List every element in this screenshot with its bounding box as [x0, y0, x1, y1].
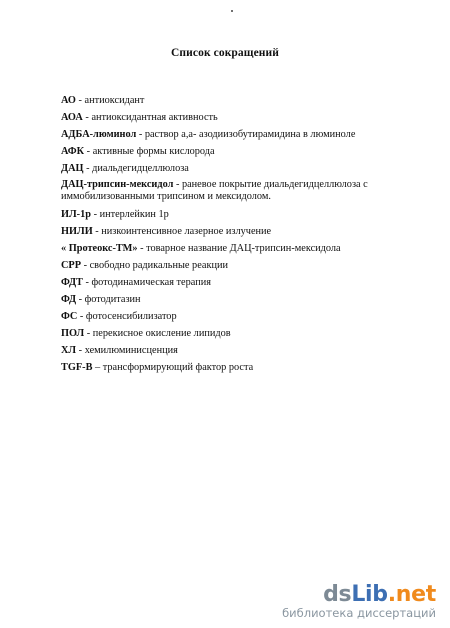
dslib-logo	[282, 584, 436, 606]
abbreviation-separator: -	[173, 179, 182, 190]
list-item	[61, 259, 391, 272]
abbreviation-separator: -	[136, 129, 145, 140]
abbreviation-term: НИЛИ	[61, 225, 93, 237]
abbreviation-list	[61, 94, 391, 378]
abbreviation-definition: трансформирующий фактор роста	[102, 361, 254, 373]
abbreviation-separator: -	[75, 95, 85, 106]
watermark-subtitle: библиотека диссертаций	[282, 606, 436, 620]
abbreviation-term: АФК	[61, 146, 85, 157]
logo-part-ds: ds	[323, 582, 352, 607]
abbreviation-separator: -	[84, 327, 93, 339]
list-item	[61, 179, 391, 204]
abbreviation-separator: -	[82, 276, 92, 288]
logo-part-lib: Lib	[351, 582, 388, 607]
abbreviation-term: ПОЛ	[61, 327, 85, 339]
abbreviation-separator: –	[92, 361, 103, 373]
list-item	[61, 208, 391, 221]
abbreviation-definition: хемилюминисценция	[84, 344, 178, 356]
abbreviation-definition: диальдегидцеллюлоза	[92, 163, 189, 174]
abbreviation-definition: антиоксидант	[84, 95, 145, 106]
abbreviation-term: ФД	[61, 293, 77, 305]
abbreviation-definition: интерлейкин 1р	[99, 208, 169, 220]
abbreviation-term: ИЛ-1р	[61, 208, 91, 220]
abbreviation-definition: фотодитазин	[84, 293, 141, 305]
abbreviation-separator: -	[92, 225, 102, 237]
abbreviation-definition: товарное название ДАЦ-трипсин-мексидола	[146, 242, 341, 254]
abbreviation-separator: -	[91, 208, 100, 220]
abbreviation-term: TGF-B	[61, 361, 93, 373]
list-item	[61, 128, 391, 141]
abbreviation-definition: раствор а,а- азодиизобутирамидина в люминоле	[144, 129, 356, 140]
abbreviation-term: ХЛ	[61, 344, 77, 356]
page-mark-dot	[231, 10, 233, 12]
abbreviation-separator: -	[76, 344, 85, 356]
abbreviation-separator: -	[82, 112, 92, 123]
abbreviation-definition: свободно радикальные реакции	[89, 259, 228, 271]
list-item	[61, 344, 391, 357]
list-item	[61, 310, 391, 323]
page-title: Список сокращений	[171, 47, 279, 59]
abbreviation-definition: антиоксидантная активность	[91, 112, 218, 123]
abbreviation-separator: -	[77, 310, 86, 322]
list-item	[61, 361, 391, 374]
abbreviation-term: СРР	[61, 259, 82, 271]
abbreviation-separator: -	[137, 242, 147, 254]
abbreviation-term: ДАЦ	[61, 163, 84, 174]
abbreviation-separator: -	[81, 259, 90, 271]
abbreviation-term: АОА	[61, 112, 83, 123]
list-item	[61, 293, 391, 306]
logo-part-net: .net	[387, 582, 436, 607]
abbreviation-term: АО	[61, 95, 76, 106]
list-item	[61, 145, 391, 158]
list-item	[61, 327, 391, 340]
abbreviation-term: « Протеокс-ТМ»	[61, 242, 138, 254]
abbreviation-term: ДАЦ-трипсин-мексидол	[61, 179, 174, 190]
list-item	[61, 94, 391, 107]
abbreviation-separator: -	[84, 146, 93, 157]
dslib-watermark	[282, 584, 436, 620]
abbreviation-term: ФС	[61, 310, 78, 322]
abbreviation-definition: низкоинтенсивное лазерное излучение	[101, 225, 272, 237]
list-item	[61, 225, 391, 238]
abbreviation-definition: активные формы кислорода	[92, 146, 215, 157]
abbreviation-term: ФДТ	[61, 276, 83, 288]
abbreviation-definition: фотосенсибилизатор	[85, 310, 177, 322]
abbreviation-term: АДБА-люминол	[61, 129, 137, 140]
list-item	[61, 162, 391, 175]
list-item	[61, 242, 391, 255]
abbreviation-separator: -	[83, 163, 93, 174]
abbreviation-definition: фотодинамическая терапия	[91, 276, 211, 288]
abbreviation-definition: раневое покрытие диальдегидцеллюлоза с иммобилизованными трипсином и мексидолом.	[61, 179, 368, 203]
abbreviation-definition: перекисное окисление липидов	[92, 327, 231, 339]
list-item	[61, 276, 391, 289]
abbreviation-separator: -	[76, 293, 85, 305]
list-item	[61, 111, 391, 124]
